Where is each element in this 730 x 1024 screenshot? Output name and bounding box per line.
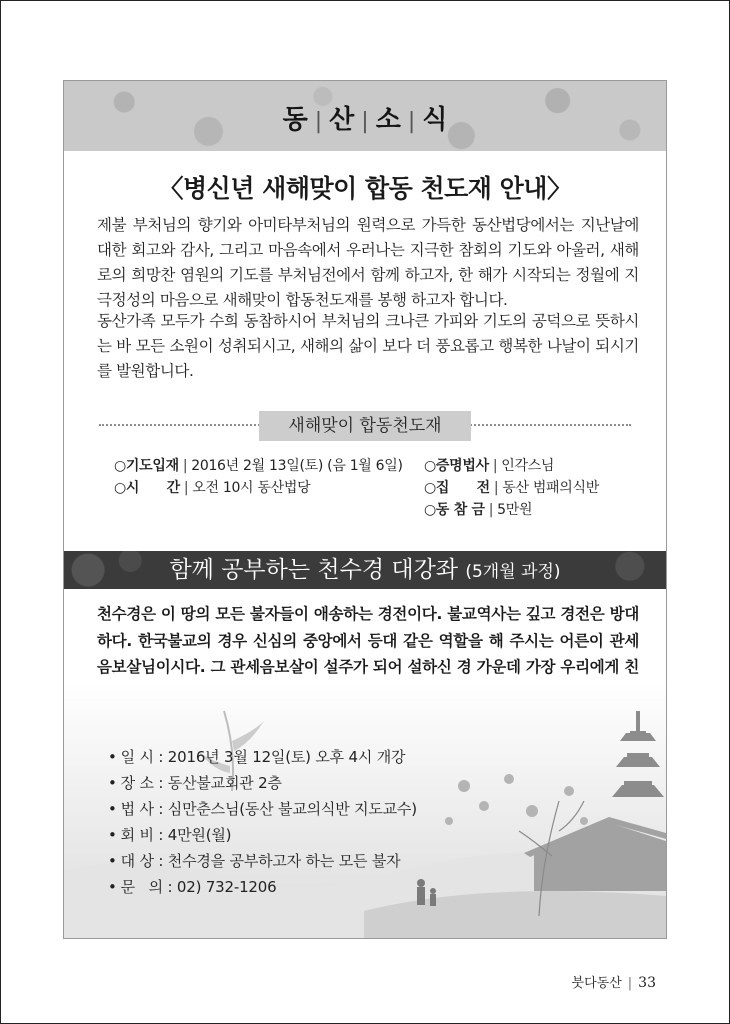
detail-value: 5만원 [497,502,533,518]
notice-title: 〈병신년 새해맞이 합동 천도재 안내〉 [158,174,572,203]
detail-item [424,499,532,519]
bullet-icon: • [108,748,117,766]
lecture-info-text: 일 시 : 2016년 3월 12일(토) 오후 4시 개강 [120,748,406,766]
section-title-char: 동 [282,105,308,135]
magazine-name: 붓다동산 [571,976,622,991]
lecture-paragraph: 천수경은 이 땅의 모든 불자들이 애송하는 경전이다. 불교역사는 깊고 경전은 방대하다. 한국불교의 경우 신심의 중앙에서 등대 같은 역할을 해 주시는 어른이 관세음보살님이시다. 그 관세음보살이 설주가 되어 설하신 경 가운데 가장 우리에게 친 [97,605,639,676]
lecture-info-item [108,876,276,897]
detail-item [114,477,310,497]
page-footer [572,972,656,991]
detail-label: ○증명법사 [424,458,489,474]
lecture-title-main: 함께 공부하는 천수경 대강좌 [169,557,459,583]
section-header-band [64,81,666,151]
title-separator: | [314,109,323,134]
detail-label: ○시 간 [114,480,180,496]
notice-paragraph: 제불 부처님의 향기와 아미타부처님의 원력으로 가득한 동산법당에서는 지난날에 대한 회고와 감사, 그리고 마음속에서 우러나는 지극한 참회의 기도와 아울러, 새해로의 희망찬 염원의 기도를 부처님전에서 함께 하고자, 한 해가 시작되는 정월에 지극정성의 마음으로 새해맞이 합동천도재를 봉행 하고자 합니다. [97,216,639,309]
detail-separator: | [488,502,494,518]
subheading-label: 새해맞이 합동천도재 [259,411,471,441]
notice-paragraph: 동산가족 모두가 수희 동참하시어 부처님의 크나큰 가피와 기도의 공덕으로 뜻하시는 바 모든 소원이 성취되시고, 새해의 삶이 보다 더 풍요롭고 행복한 나날이 되시기를 발원합니다. [97,312,639,380]
lecture-info-item [108,798,417,819]
lecture-title [64,551,666,589]
bullet-icon: • [108,852,117,870]
detail-separator: | [182,458,188,474]
bullet-icon: • [108,774,117,792]
lecture-info-text: 장 소 : 동산불교회관 2층 [120,774,282,792]
subheading-band [64,411,666,441]
section-title-char: 소 [375,105,401,135]
title-separator: | [361,109,369,134]
lecture-info-text: 문 의 : 02) 732-1206 [120,878,277,896]
lecture-info-item [108,850,400,871]
detail-separator: | [493,480,499,496]
bullet-icon: • [108,878,117,896]
lecture-info-item [108,746,405,767]
detail-item [424,477,599,497]
footer-separator: | [627,976,633,991]
title-separator: | [407,109,416,134]
detail-separator: | [492,458,498,474]
lecture-info-text: 회 비 : 4만원(월) [120,826,232,844]
detail-value: 2016년 2월 13일(토) (음 1월 6일) [191,458,403,474]
page-number: 33 [638,975,656,991]
detail-label: ○기도입재 [114,458,179,474]
section-title [64,99,666,136]
detail-separator: | [183,480,189,496]
lecture-info-text: 법 사 : 심만춘스님(동산 불교의식반 지도교수) [120,800,417,818]
section-title-char: 식 [422,105,448,135]
detail-label: ○동 참 금 [424,502,485,518]
detail-item [114,455,403,475]
lecture-info-item [108,824,231,845]
detail-value: 동산 범패의식반 [502,480,599,496]
lecture-header-band [64,551,666,589]
bullet-icon: • [108,826,117,844]
lecture-info-item [108,772,282,793]
detail-item [424,455,554,475]
lecture-title-sub: (5개월 과정) [465,562,561,582]
news-panel [63,80,667,939]
detail-value: 오전 10시 동산법당 [192,480,311,496]
section-title-char: 산 [329,105,355,135]
detail-label: ○집 전 [424,480,490,496]
bullet-icon: • [108,800,117,818]
detail-value: 인각스님 [501,458,555,474]
lecture-info-text: 대 상 : 천수경을 공부하고자 하는 모든 불자 [120,852,401,870]
